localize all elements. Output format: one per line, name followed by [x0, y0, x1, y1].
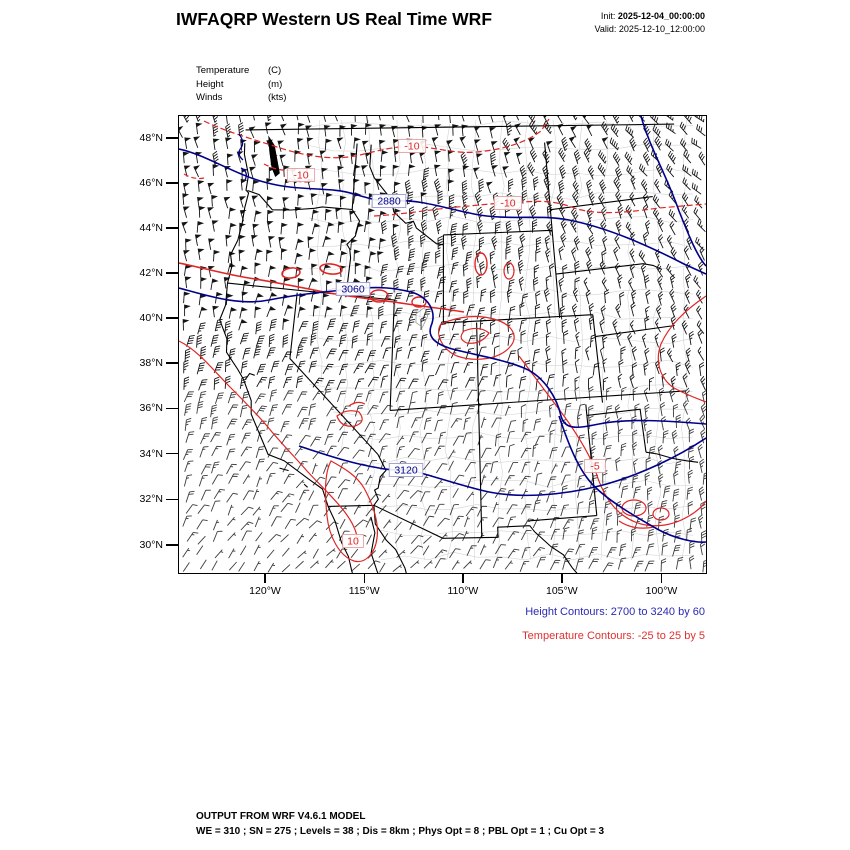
valid-value: 2025-12-10_12:00:00	[618, 24, 705, 34]
lon-tick-label: 105°W	[545, 585, 578, 597]
footer-line2: WE = 310 ; SN = 275 ; Levels = 38 ; Dis = 8km ; Phys Opt = 8 ; PBL Opt = 1 ; Cu Opt = 3	[196, 825, 605, 837]
init-label: Init:	[600, 11, 616, 21]
legend-field-unit: (kts)	[268, 92, 287, 103]
lat-tick-label: 36°N	[139, 402, 163, 415]
svg-text:-10: -10	[404, 140, 420, 153]
contour-label	[372, 195, 406, 208]
legend-field-name: Height	[196, 78, 224, 90]
contour-label	[494, 197, 521, 210]
height-contour-note: Height Contours: 2700 to 3240 by 60	[525, 606, 705, 618]
legend-row	[196, 78, 286, 92]
lat-tick	[166, 544, 178, 546]
svg-text:-5: -5	[590, 460, 600, 473]
lat-tick	[166, 499, 178, 501]
svg-text:-10: -10	[500, 197, 516, 210]
svg-text:-10: -10	[293, 169, 309, 182]
temperature-contour-note: Temperature Contours: -25 to 25 by 5	[522, 630, 705, 642]
contour-label	[287, 169, 314, 182]
lat-tick	[166, 362, 178, 364]
legend-row	[196, 91, 286, 105]
contour-label	[343, 535, 364, 548]
lon-tick-label: 120°W	[249, 585, 281, 597]
init-value: 2025-12-04_00:00:00	[617, 11, 705, 21]
lat-tick-label: 34°N	[139, 447, 163, 460]
legend-field-unit: (m)	[268, 78, 283, 90]
contour-label	[585, 460, 606, 473]
footer-line1: OUTPUT FROM WRF V4.6.1 MODEL	[196, 811, 366, 822]
lat-tick	[166, 227, 178, 229]
lat-tick-label: 48°N	[139, 132, 163, 145]
field-legend	[196, 64, 286, 105]
lat-tick	[166, 272, 178, 274]
svg-text:3060: 3060	[341, 283, 365, 296]
lon-tick-label: 115°W	[348, 585, 380, 597]
svg-text:2880: 2880	[377, 195, 401, 208]
plot-title: IWFAQRP Western US Real Time WRF	[175, 9, 493, 29]
model-footer	[196, 810, 604, 839]
lat-tick-label: 30°N	[139, 539, 163, 552]
lon-tick	[462, 573, 464, 583]
contour-label	[398, 140, 425, 153]
lon-tick	[364, 573, 366, 583]
lat-tick	[166, 453, 178, 455]
lat-tick-label: 40°N	[139, 312, 163, 325]
init-line	[595, 10, 705, 23]
lat-tick	[166, 182, 178, 184]
legend-field-unit: (C)	[268, 65, 282, 76]
height-contours	[179, 116, 706, 542]
lat-tick-label: 46°N	[139, 177, 163, 190]
lat-tick-label: 42°N	[139, 267, 163, 280]
run-info	[595, 10, 705, 36]
wrf-map	[179, 116, 706, 573]
map-frame	[178, 115, 707, 574]
svg-text:3120: 3120	[394, 464, 418, 477]
lat-tick-label: 38°N	[139, 357, 163, 370]
lat-tick-label: 32°N	[139, 493, 163, 506]
lon-tick	[561, 573, 563, 583]
valid-line	[595, 23, 705, 36]
lon-tick	[661, 573, 663, 583]
lon-tick-label: 110°W	[447, 585, 479, 597]
lat-tick	[166, 137, 178, 139]
lat-tick	[166, 317, 178, 319]
legend-field-name: Temperature	[196, 65, 250, 76]
lon-tick	[264, 573, 266, 583]
legend-row	[196, 64, 286, 78]
valid-label: Valid:	[594, 24, 617, 34]
svg-text:10: 10	[347, 535, 359, 548]
legend-field-name: Winds	[196, 92, 223, 103]
lat-tick	[166, 408, 178, 410]
lon-tick-label: 100°W	[645, 585, 678, 597]
lat-tick-label: 44°N	[139, 222, 163, 235]
contour-label	[336, 283, 370, 296]
contour-label	[389, 464, 423, 477]
